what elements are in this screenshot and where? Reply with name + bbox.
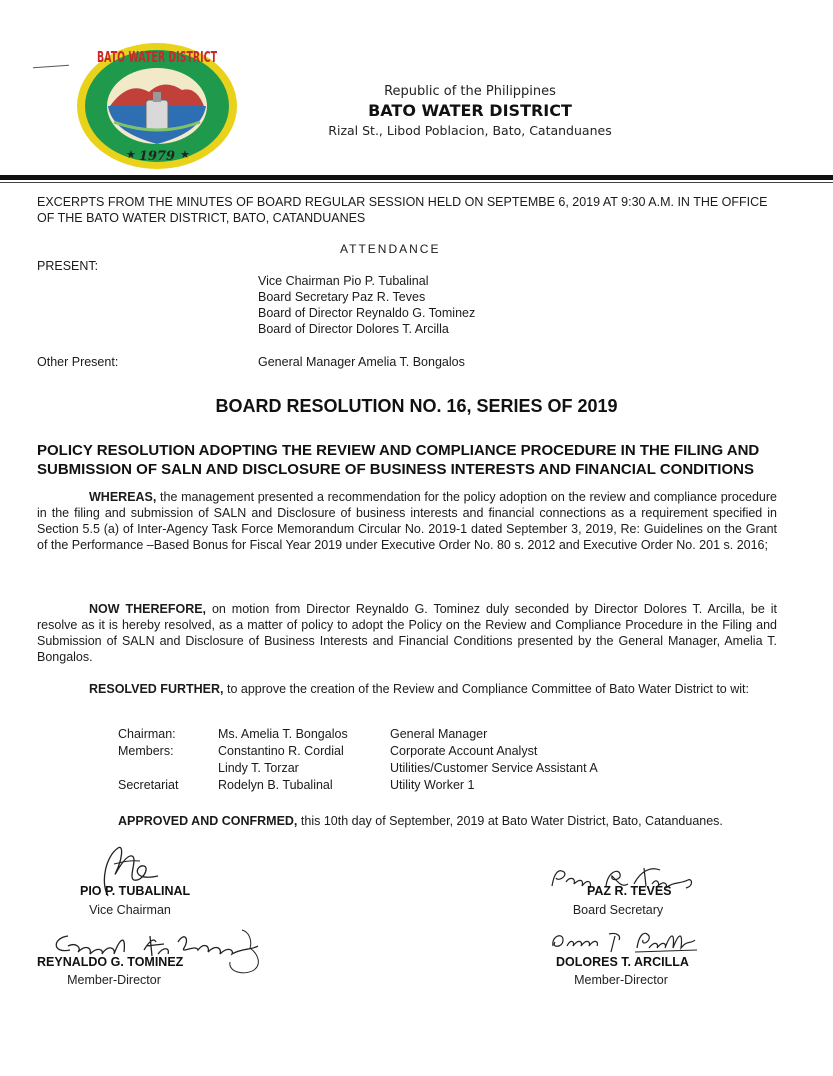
present-list	[258, 273, 618, 337]
signatory-title: Member-Director	[574, 973, 668, 987]
seal-star-icon: ★	[180, 148, 190, 161]
committee-name: Rodelyn B. Tubalinal	[218, 778, 333, 792]
header-republic: Republic of the Philippines	[384, 84, 556, 99]
other-present-value: General Manager Amelia T. Bongalos	[258, 355, 465, 369]
resolved-further-text: to approve the creation of the Review and Compliance Committee of Bato Water District to wit:	[223, 682, 749, 696]
header-district-name: BATO WATER DISTRICT	[368, 101, 572, 120]
seal-faucet-head	[153, 92, 161, 102]
whereas-text: the management presented a recommendation for the policy adoption on the review and compliance procedure in the filing and submission of SALN and Disclosure of business interests and financial connections as a requirement specified in Section 5.5 (a) of Inter-Agency Task Force Memorandum Circular No. 2019-1 dated September 3, 2019, Re: Guidelines on the Grant of the Performance –Based Bonus for Fiscal Year 2019 under Executive Order No. 80 s. 2012 and Executive Order No. 201 s. 2016;	[37, 490, 777, 552]
committee-name: Lindy T. Torzar	[218, 761, 299, 775]
bato-water-district-seal	[74, 40, 240, 172]
committee-position: Corporate Account Analyst	[390, 744, 538, 758]
header-address: Rizal St., Libod Poblacion, Bato, Catanduanes	[328, 123, 612, 138]
present-item: Vice Chairman Pio P. Tubalinal	[258, 274, 429, 288]
committee-position: Utilities/Customer Service Assistant A	[390, 761, 598, 775]
signatory-title: Vice Chairman	[89, 903, 171, 917]
seal-star-icon: ★	[126, 148, 136, 161]
now-therefore-text: on motion from Director Reynaldo G. Tominez duly seconded by Director Dolores T. Arcilla, be it resolve as it is hereby resolved, as a matter of policy to adopt the Policy on the Review and Compliance Procedure in the Filing and Submission of SALN and Disclosure of Business Interests and Financial Conditions presented by the General Manager, Amelia T. Bongalos.	[37, 602, 777, 664]
seal-faucet-tank	[146, 100, 168, 130]
approved-lead: APPROVED AND CONFRMED,	[118, 814, 298, 828]
committee-name: Constantino R. Cordial	[218, 744, 344, 758]
other-present-label: Other Present:	[37, 355, 119, 369]
approved-paragraph	[118, 813, 778, 829]
committee-role: Chairman:	[118, 727, 176, 741]
signature-arcilla	[545, 926, 705, 956]
header-divider	[0, 175, 833, 180]
signatory-name: DOLORES T. ARCILLA	[556, 955, 689, 969]
present-label: PRESENT:	[37, 259, 99, 273]
committee-position: Utility Worker 1	[390, 778, 475, 792]
signatory-name: REYNALDO G. TOMINEZ	[37, 955, 184, 969]
minutes-excerpt: EXCERPTS FROM THE MINUTES OF BOARD REGULAR SESSION HELD ON SEPTEMBE 6, 2019 AT 9:30 A.M. IN THE OFFICE OF THE BATO WATER DISTRICT, BATO, CATANDUANES	[37, 195, 768, 225]
header-divider-thin	[0, 182, 833, 183]
signatory-name: PIO P. TUBALINAL	[80, 884, 191, 898]
present-item: Board of Director Reynaldo G. Tominez	[258, 306, 476, 320]
now-therefore-paragraph	[37, 601, 777, 665]
whereas-paragraph	[37, 489, 777, 553]
committee-role: Secretariat	[118, 778, 179, 792]
approved-text: this 10th day of September, 2019 at Bato Water District, Bato, Catanduanes.	[297, 814, 723, 828]
attendance-heading: ATTENDANCE	[340, 242, 441, 256]
committee-role: Members:	[118, 744, 174, 758]
resolution-title: BOARD RESOLUTION NO. 16, SERIES OF 2019	[215, 396, 618, 416]
resolved-further-lead: RESOLVED FURTHER,	[89, 682, 224, 696]
signatory-name: PAZ R. TEVES	[587, 884, 672, 898]
whereas-lead: WHEREAS,	[89, 490, 157, 504]
now-therefore-lead: NOW THEREFORE,	[89, 602, 207, 616]
signatory-title: Member-Director	[67, 973, 161, 987]
committee-position: General Manager	[390, 727, 488, 741]
seal-year: 1979	[138, 149, 176, 164]
committee-name: Ms. Amelia T. Bongalos	[218, 727, 348, 741]
signatory-title: Board Secretary	[572, 903, 664, 917]
policy-title: POLICY RESOLUTION ADOPTING THE REVIEW AND COMPLIANCE PROCEDURE IN THE FILING AND SUBMISSION OF SALN AND DISCLOSURE OF BUSINESS INTERESTS AND FINANCIAL CONDITIONS	[37, 442, 760, 478]
present-item: Board of Director Dolores T. Arcilla	[258, 322, 449, 336]
resolved-further-paragraph	[89, 681, 789, 697]
seal-ring-text: BATO WATER DISTRICT	[97, 48, 218, 66]
signature-tominez	[46, 928, 306, 978]
stray-pen-mark	[33, 65, 69, 69]
present-item: Board Secretary Paz R. Teves	[258, 290, 426, 304]
